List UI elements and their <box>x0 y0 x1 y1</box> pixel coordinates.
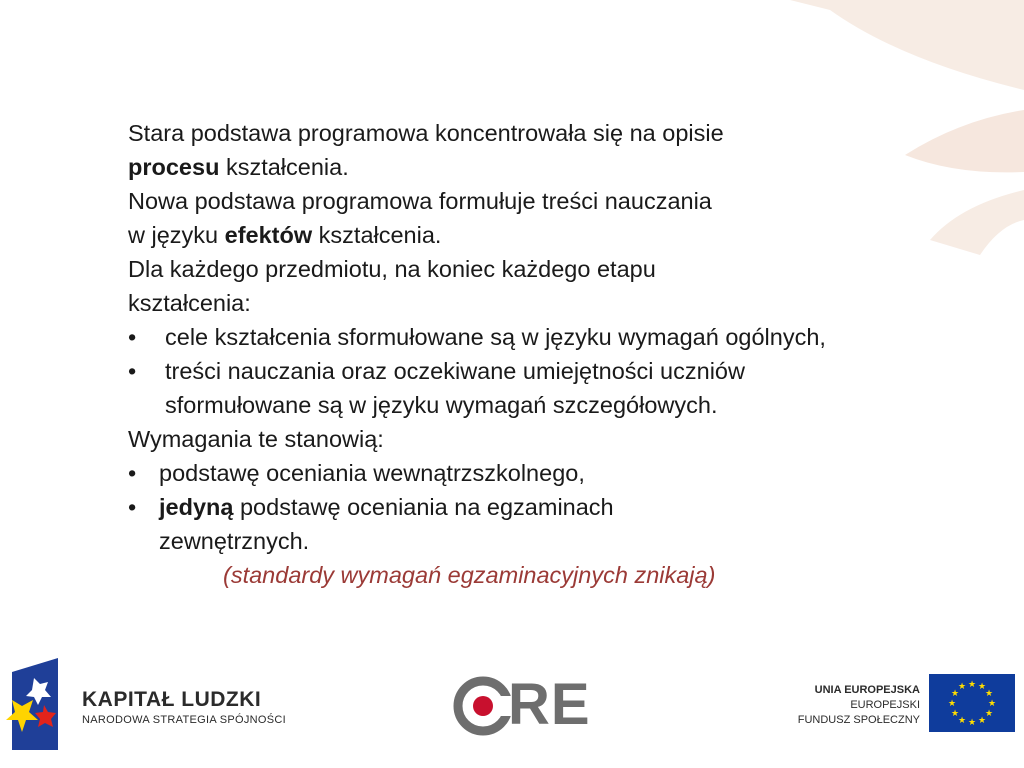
list-item: • treści nauczania oraz oczekiwane umiejętności uczniów sformułowane są w języku wymagań szczegółowych. <box>128 354 888 422</box>
note-standards: (standardy wymagań egzaminacyjnych znikają) <box>223 562 716 588</box>
eu-fund-label-2: FUNDUSZ SPOŁECZNY <box>797 714 920 726</box>
kapital-ludzki-logo-icon <box>6 658 58 750</box>
svg-text:★: ★ <box>967 680 977 690</box>
svg-text:★: ★ <box>984 709 994 719</box>
eu-logo-text <box>760 683 920 728</box>
paragraph-requirements: Wymagania te stanowią: <box>128 426 384 452</box>
bullet-icon: • <box>128 358 137 384</box>
bullet-icon: • <box>128 460 137 486</box>
paragraph-subjects: Dla każdego przedmiotu, na koniec każdego etapu kształcenia: <box>128 256 656 316</box>
list-item: • cele kształcenia sformułowane są w języku wymagań ogólnych, <box>128 320 888 354</box>
svg-text:★: ★ <box>967 718 977 728</box>
svg-text:★: ★ <box>950 709 960 719</box>
ore-logo-text: RE <box>508 672 591 737</box>
paragraph-process: Stara podstawa programowa koncentrowała się na opisie procesu kształcenia. <box>128 120 724 180</box>
svg-text:★: ★ <box>977 716 987 726</box>
list-item: • jedyną podstawę oceniania na egzaminach zewnętrznych. <box>128 490 719 558</box>
ore-logo-icon <box>458 681 514 731</box>
svg-text:★: ★ <box>950 689 960 699</box>
bold-process: procesu <box>128 154 220 180</box>
kapital-ludzki-subtitle: NARODOWA STRATEGIA SPÓJNOŚCI <box>82 714 286 726</box>
bold-effects: efektów <box>224 222 313 248</box>
svg-text:★: ★ <box>957 682 967 692</box>
paragraph-effects: Nowa podstawa programowa formułuje treści nauczania w języku efektów kształcenia. <box>128 188 712 248</box>
svg-text:★: ★ <box>957 716 967 726</box>
list-item: • podstawę oceniania wewnątrzszkolnego, <box>128 456 888 490</box>
kapital-ludzki-title: KAPITAŁ LUDZKI <box>82 688 262 711</box>
svg-text:★: ★ <box>987 699 997 709</box>
svg-text:★: ★ <box>977 682 987 692</box>
kapital-ludzki-logo <box>82 688 286 728</box>
eu-union-label: UNIA EUROPEJSKA <box>814 684 920 696</box>
bold-only-one: jedyną <box>159 494 234 520</box>
svg-text:★: ★ <box>984 689 994 699</box>
bullet-icon: • <box>128 324 137 350</box>
svg-text:★: ★ <box>947 699 957 709</box>
eu-flag-icon <box>929 674 1015 732</box>
slide-content <box>128 116 888 592</box>
bullet-icon: • <box>128 494 137 520</box>
eu-fund-label-1: EUROPEJSKI <box>850 699 920 711</box>
